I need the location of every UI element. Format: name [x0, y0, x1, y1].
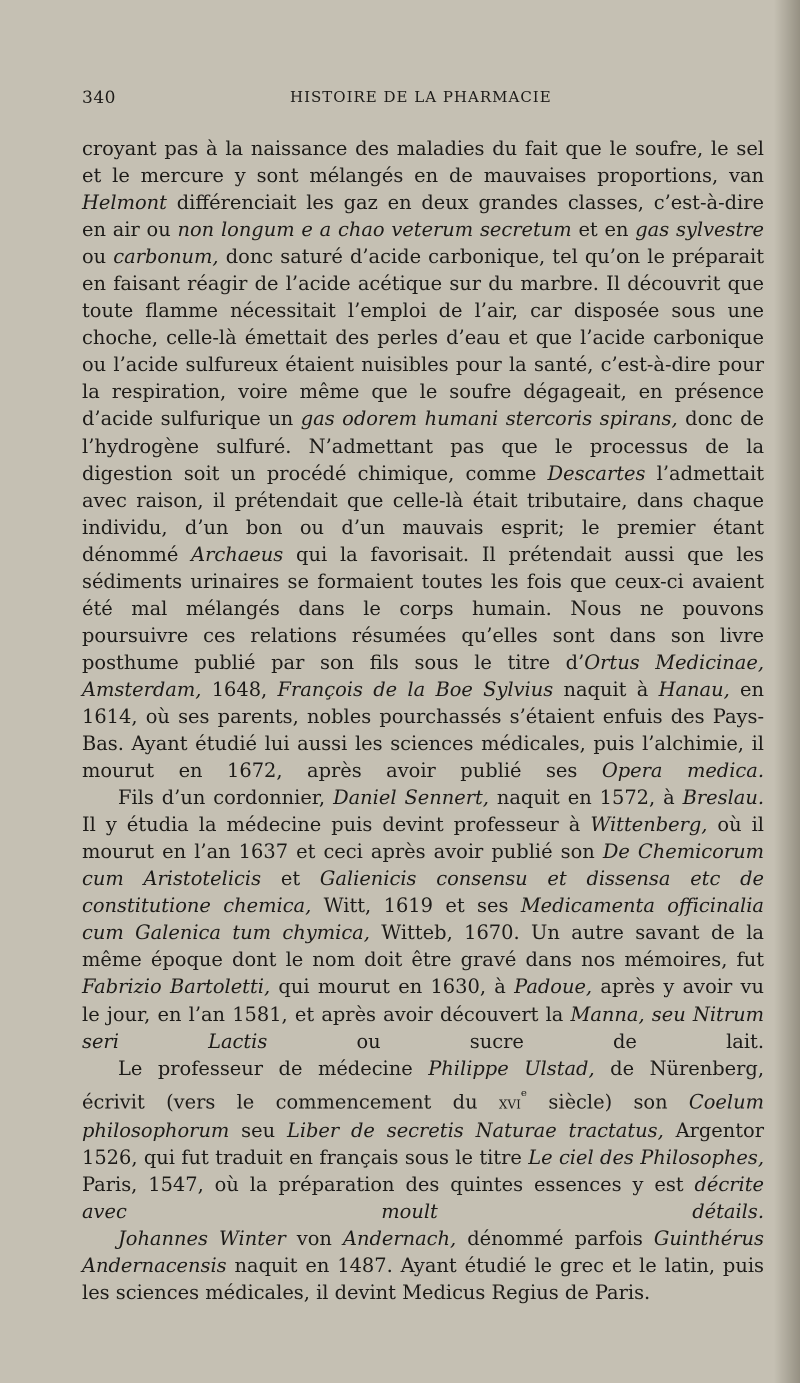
text-run: seu [229, 1119, 287, 1143]
text-run: après y avoir vu le jour, en l’an 1581, et après avoir découvert la [82, 975, 764, 1026]
text-run: donc de l’hydrogène sulfuré. N’admettant pas que le processus de la digestion soit un procédé chimique, comme [82, 407, 764, 485]
italic-text: Archaeus [191, 542, 284, 566]
italic-text: Philippe Ulstad, [428, 1056, 595, 1080]
page-number: 340 [82, 88, 116, 108]
text-run: von [285, 1227, 343, 1251]
body-text [82, 135, 764, 1306]
text-run: qui mourut en 1630, à [270, 975, 515, 999]
text-run: dénommé parfois [456, 1227, 654, 1251]
text-run: Paris, 1547, où la préparation des quintes essences y est [82, 1173, 695, 1197]
italic-text: François de la Boe Sylvius [277, 677, 554, 701]
italic-text: Hanau, [658, 677, 730, 701]
italic-text: Wittenberg, [590, 813, 708, 837]
italic-text: Descartes [547, 461, 646, 485]
italic-text: gas odorem humani stercoris spirans, [300, 407, 678, 431]
text-run: siècle) son [527, 1090, 689, 1114]
text-run: différenciait les gaz en deux grandes classes, c’est-à-dire en air ou [82, 191, 764, 242]
italic-text: non longum e a chao veterum secretum [177, 218, 572, 242]
text-run: ᵉ [520, 1085, 528, 1105]
text-run: de Nürenberg, écrivit (vers le commencement du [82, 1056, 764, 1114]
italic-text: Ortus Medicinae, Amsterdam, [82, 650, 764, 701]
italic-text: Liber de secretis Naturae tractatus, [286, 1119, 664, 1143]
text-run: Fils d’un cordonnier, [118, 786, 334, 810]
italic-text: Fabrizio Bartoletti, [82, 975, 271, 999]
text-run: naquit à [553, 677, 659, 701]
text-run: où il mourut en l’an 1637 et ceci après avoir publié son [82, 813, 764, 864]
paragraph-2 [82, 784, 764, 1054]
italic-text: Guinthérus Andernacensis [82, 1227, 764, 1278]
text-run: ou [82, 245, 114, 269]
text-run: Le professeur de médecine [118, 1056, 429, 1080]
italic-text: Breslau. [682, 786, 764, 810]
italic-text: Le ciel des Philosophes, [528, 1146, 764, 1170]
italic-text: carbonum, [113, 245, 219, 269]
text-run: Argentor 1526, qui fut traduit en français sous le titre [82, 1119, 764, 1170]
italic-text: Andernach, [342, 1227, 457, 1251]
text-run: Il y étudia la médecine puis devint professeur à [82, 813, 591, 837]
text-run: croyant pas à la naissance des maladies du fait que le soufre, le sel et le mercure y sont mélangés en de mauvaises proportions, van [82, 137, 764, 188]
italic-text: gas sylvestre [635, 218, 764, 242]
text-run: donc saturé d’acide carbonique, tel qu’on le préparait en faisant réagir de l’acide acétique sur du marbre. Il découvrit que toute flamme nécessitait l’emploi de l’air, car disposée sous une choche, celle-là émettait des perles d’eau et que l’acide carbonique ou l’acide sulfureux étaient nuisibles pour la santé, c’est-à-dire pour la respiration, voire même que le soufre dégageait, en présence d’acide sulfurique un [82, 245, 765, 431]
italic-text: Helmont [82, 191, 167, 215]
text-run: Witteb, 1670. Un autre savant de la même époque dont le nom doit être gravé dans nos mémoires, fut [82, 921, 764, 972]
text-run: ou sucre de lait. [267, 1029, 764, 1053]
text-run: Witt, 1619 et ses [311, 894, 521, 918]
text-run: en 1614, où ses parents, nobles pourchassés s’étaient enfuis des Pays-Bas. Ayant étudié lui aussi les sciences médicales, puis l’alchimie, il mourut en 1672, après avoir publié ses [82, 677, 765, 783]
page-edge-shadow [774, 0, 800, 1383]
italic-text: Manna, seu Nitrum seri Lactis [82, 1002, 764, 1053]
italic-text: Medicamenta officinalia cum Galenica tum chymica, [82, 894, 764, 945]
italic-text: Padoue, [514, 975, 593, 999]
italic-text: Galienicis consensu et dissensa etc de constitutione chemica, [82, 867, 764, 918]
italic-text: Opera medica. [601, 759, 764, 783]
italic-text: De Chemicorum cum Aristotelicis [82, 840, 764, 891]
paragraph-3 [82, 1055, 764, 1226]
text-run: naquit en 1572, à [488, 786, 683, 810]
paragraph-1 [82, 135, 764, 784]
text-run: l’admettait avec raison, il prétendait que celle-là était tributaire, dans chaque individu, d’un bon ou d’un mauvais esprit; le premier étant dénommé [82, 461, 764, 566]
running-title: HISTOIRE DE LA PHARMACIE [290, 88, 552, 106]
italic-text: Daniel Sennert, [333, 786, 489, 810]
italic-text: Coelum philosophorum [82, 1090, 764, 1143]
text-run: qui la favorisait. Il prétendait aussi que les sédiments urinaires se formaient toutes les fois que ceux-ci avaient été mal mélangés dans le corps humain. Nous ne pouvons poursuivre ces relations résumées qu’elles sont dans son livre posthume publié par son fils sous le titre d’ [82, 542, 764, 674]
text-run: et [261, 867, 320, 891]
paragraph-4 [82, 1225, 764, 1306]
text-run: 1648, [201, 677, 278, 701]
text-run: et en [571, 218, 636, 242]
italic-text: décrite avec moult détails. [82, 1173, 764, 1224]
italic-text: Johannes Winter [118, 1227, 286, 1251]
text-run: xvi [498, 1093, 521, 1114]
text-run: naquit en 1487. Ayant étudié le grec et le latin, puis les sciences médicales, il devint Medicus Regius de Paris. [82, 1254, 764, 1305]
